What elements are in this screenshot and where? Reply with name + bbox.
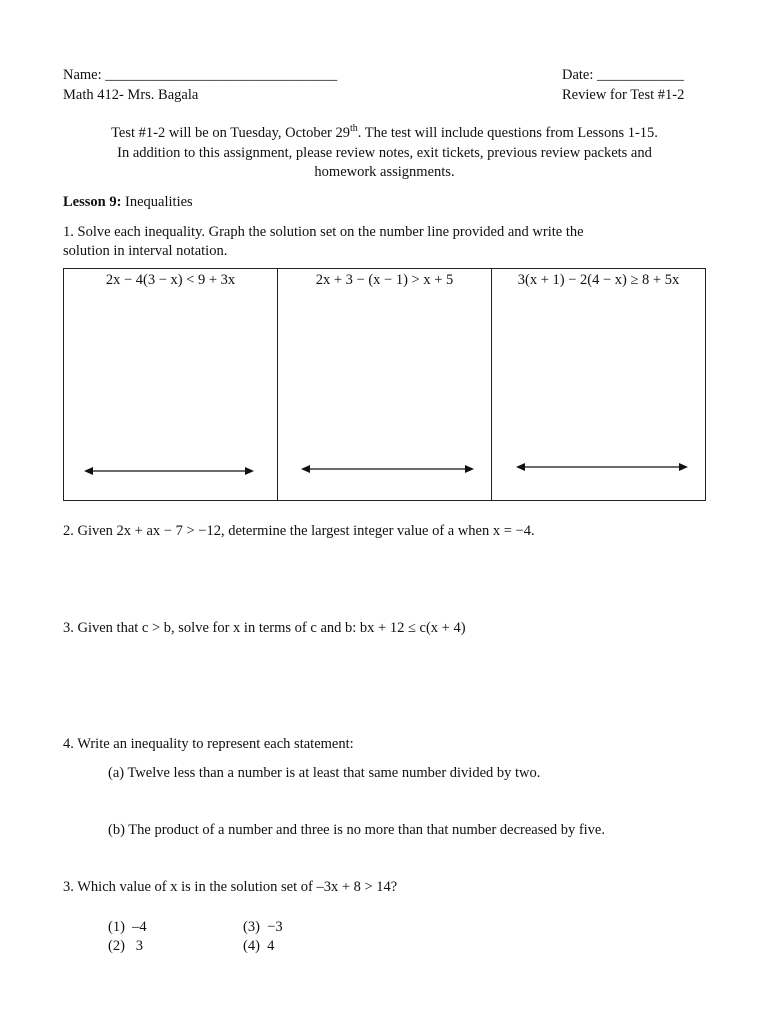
intro-line-3: homework assignments. <box>314 164 455 180</box>
inequality-cell-3[interactable] <box>492 269 705 500</box>
q2-prompt: 2. Given 2x + ax − 7 > −12, determine the largest integer value of a when x = −4. <box>63 523 535 539</box>
choice-number: (3) <box>243 919 260 935</box>
intro-line-1 <box>63 124 706 144</box>
lesson-heading <box>63 194 193 211</box>
number-line-1[interactable] <box>64 269 278 500</box>
choice-2[interactable] <box>108 938 143 955</box>
choice-number: (1) <box>108 919 125 935</box>
choice-number: (4) <box>243 938 260 954</box>
choice-1[interactable] <box>108 919 147 936</box>
lesson-topic: Inequalities <box>125 194 193 210</box>
q4a-statement: (a) Twelve less than a number is at least that same number divided by two. <box>108 765 541 781</box>
intro-line-2: In addition to this assignment, please review notes, exit tickets, previous review packets and <box>117 144 652 161</box>
lesson-label: Lesson 9: <box>63 194 122 210</box>
choice-4[interactable] <box>243 938 274 955</box>
q4-prompt: 4. Write an inequality to represent each statement: <box>63 736 354 752</box>
inequality-table <box>63 268 706 501</box>
intro-paragraph <box>63 124 706 183</box>
q1-prompt-line-2: solution in interval notation. <box>63 243 228 259</box>
name-field-label[interactable]: Name: ________________________________ <box>63 67 338 83</box>
inequality-3: 3(x + 1) − 2(4 − x) ≥ 8 + 5x <box>517 272 680 288</box>
intro-line-1-text: Test #1-2 will be on Tuesday, October 29 <box>111 125 350 141</box>
q4b-statement: (b) The product of a number and three is no more than that number decreased by five. <box>108 822 605 838</box>
inequality-2: 2x + 3 − (x − 1) > x + 5 <box>315 272 454 288</box>
choice-number: (2) <box>108 938 125 954</box>
number-line-3[interactable] <box>492 269 706 500</box>
number-line-2[interactable] <box>278 269 492 500</box>
inequality-cell-1[interactable] <box>64 269 278 500</box>
ordinal-suffix: th <box>349 123 358 135</box>
inequality-cell-2[interactable] <box>278 269 492 500</box>
q1-prompt-line-1: 1. Solve each inequality. Graph the solution set on the number line provided and write the <box>63 224 584 240</box>
inequality-1: 2x − 4(3 − x) < 9 + 3x <box>105 272 236 288</box>
q5-prompt: 3. Which value of x is in the solution set of –3x + 8 > 14? <box>63 879 398 895</box>
choice-value: 3 <box>135 938 144 954</box>
intro-line-1-rest: . The test will include questions from Lessons 1-15. <box>357 125 658 141</box>
choice-value: –4 <box>132 919 147 935</box>
choice-value: 4 <box>267 938 275 954</box>
choice-3[interactable] <box>243 919 283 936</box>
q3-prompt: 3. Given that c > b, solve for x in terms of c and b: bx + 12 ≤ c(x + 4) <box>63 620 466 636</box>
choice-value: −3 <box>267 919 283 935</box>
course-label: Math 412- Mrs. Bagala <box>63 87 199 103</box>
date-field-label[interactable]: Date: ____________ <box>562 67 685 83</box>
review-title: Review for Test #1-2 <box>562 87 685 103</box>
